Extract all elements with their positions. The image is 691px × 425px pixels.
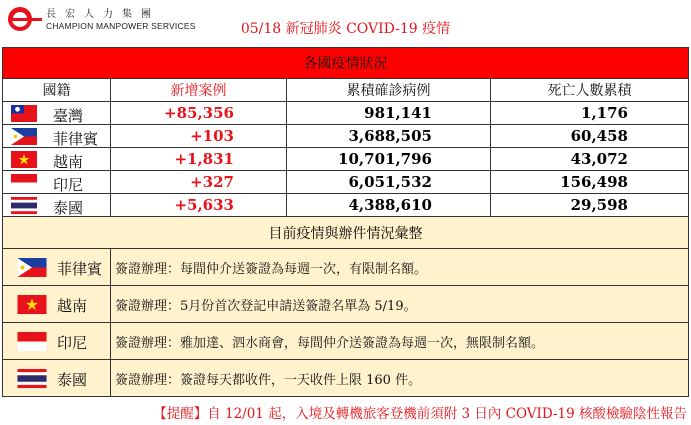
new-cases: +1,831 [111, 148, 287, 171]
thailand-flag-icon [11, 197, 37, 214]
country-name: 臺灣 [53, 107, 84, 125]
brand-name-en: CHAMPION MANPOWER SERVICES [46, 21, 196, 31]
country-cell [3, 102, 111, 125]
section-title-status: 各國疫情狀況 [3, 48, 689, 79]
table-row [3, 171, 689, 194]
brand-name-zh: 長宏人力集團 [46, 9, 160, 20]
total-cases: 4,388,610 [287, 194, 491, 217]
thailand-flag-icon [17, 369, 47, 388]
country-name: 菲律賓 [57, 260, 103, 278]
deaths: 60,458 [491, 125, 689, 148]
note-row [3, 249, 689, 286]
country-name: 泰國 [57, 371, 88, 389]
country-cell [3, 194, 111, 217]
deaths: 43,072 [491, 148, 689, 171]
deaths: 1,176 [491, 102, 689, 125]
indonesia-flag-icon [11, 174, 37, 191]
table-row [3, 194, 689, 217]
col-header-deaths: 死亡人數累積 [491, 79, 689, 102]
total-cases: 3,688,505 [287, 125, 491, 148]
visa-note: 簽證辦理：簽證每天都收件，一天收件上限 160 件。 [111, 360, 689, 397]
country-cell [3, 323, 111, 360]
vietnam-flag-icon [11, 151, 37, 168]
col-header-country: 國籍 [3, 79, 111, 102]
note-row [3, 360, 689, 397]
total-cases: 10,701,796 [287, 148, 491, 171]
covid-table [2, 47, 689, 397]
table-header [3, 79, 689, 102]
col-header-total-cases: 累積確診病例 [287, 79, 491, 102]
country-cell [3, 360, 111, 397]
total-cases: 981,141 [287, 102, 491, 125]
deaths: 29,598 [491, 194, 689, 217]
country-cell [3, 171, 111, 194]
visa-note: 簽證辦理：每間仲介送簽證為每週一次，有限制名額。 [111, 249, 689, 286]
total-cases: 6,051,532 [287, 171, 491, 194]
table-row [3, 148, 689, 171]
vietnam-flag-icon [17, 295, 47, 314]
philippines-flag-icon [17, 258, 47, 277]
col-header-new-cases: 新增案例 [111, 79, 287, 102]
page-title: 05/18 新冠肺炎 COVID-19 疫情 [240, 21, 451, 37]
visa-note: 簽證辦理：雅加達、泗水商會，每間仲介送簽證為每週一次，無限制名額。 [111, 323, 689, 360]
country-name: 泰國 [53, 199, 84, 217]
new-cases: +85,356 [111, 102, 287, 125]
country-name: 印尼 [57, 334, 88, 352]
table-row [3, 125, 689, 148]
country-name: 越南 [57, 297, 88, 315]
philippines-flag-icon [11, 128, 37, 145]
deaths: 156,498 [491, 171, 689, 194]
new-cases: +5,633 [111, 194, 287, 217]
note-row [3, 286, 689, 323]
visa-note: 簽證辦理：5月份首次登記申請送簽證名單為 5/19。 [111, 286, 689, 323]
country-name: 印尼 [53, 176, 84, 194]
country-cell [3, 286, 111, 323]
note-row [3, 323, 689, 360]
country-name: 菲律賓 [53, 130, 99, 148]
country-cell [3, 125, 111, 148]
country-name: 越南 [53, 153, 84, 171]
footer-reminder: 【提醒】自 12/01 起，入境及轉機旅客登機前須附 3 日內 COVID-19 核酸檢驗陰性報告 [153, 406, 687, 422]
new-cases: +327 [111, 171, 287, 194]
section-title-summary: 目前疫情與辦件情況彙整 [3, 217, 689, 249]
table-row [3, 102, 689, 125]
indonesia-flag-icon [17, 332, 47, 351]
country-cell [3, 249, 111, 286]
new-cases: +103 [111, 125, 287, 148]
country-cell [3, 148, 111, 171]
taiwan-flag-icon [11, 105, 37, 122]
